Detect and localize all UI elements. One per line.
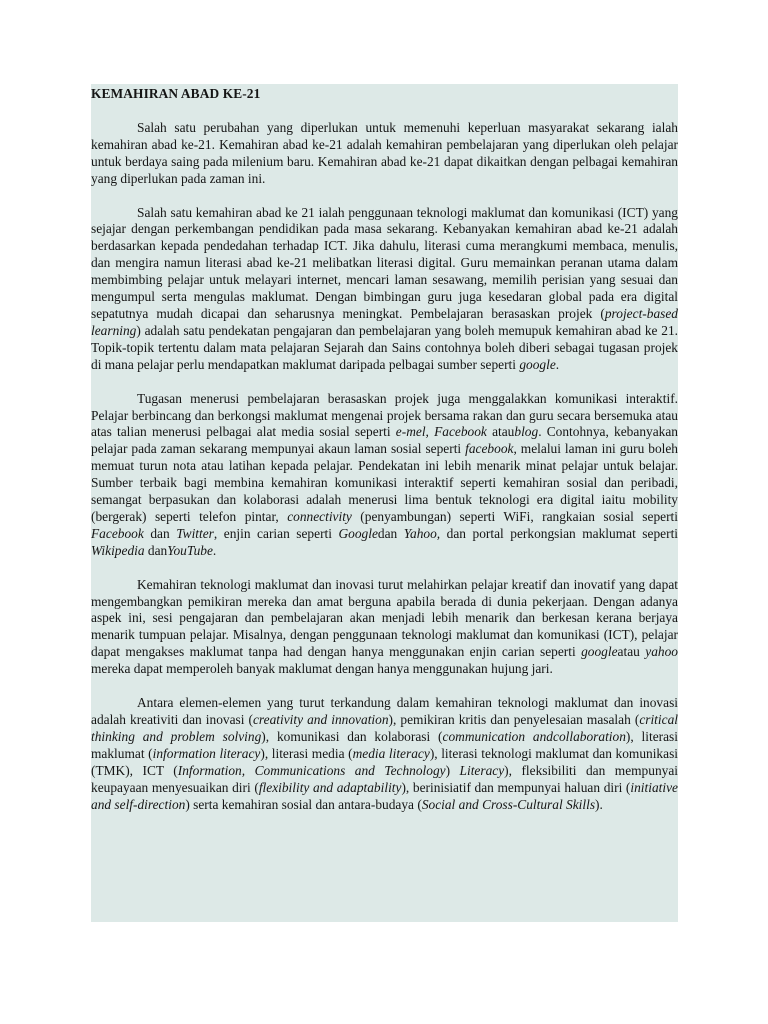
body-paragraph <box>91 695 678 813</box>
paragraph-text: ), literasi media ( <box>260 745 353 761</box>
paragraph-text: dan <box>144 542 168 558</box>
italic-term: critical thinking and problem solving <box>91 712 678 744</box>
paragraph-text: ) serta kemahiran sosial dan antara-budaya ( <box>185 796 422 812</box>
italic-term: media literacy <box>352 745 430 761</box>
paragraph-list <box>91 120 678 814</box>
paragraph-text: atau <box>617 644 646 660</box>
paragraph-text: dan portal perkongsian maklumat seperti <box>440 525 679 541</box>
paragraph-text: ), literasi maklumat ( <box>91 728 678 761</box>
italic-term: Social and Cross-Cultural Skills <box>421 796 596 812</box>
italic-term: Yahoo, <box>403 525 441 541</box>
italic-term: information literacy <box>152 745 261 761</box>
body-paragraph <box>91 391 678 560</box>
paragraph-text: , enjin carian seperti <box>213 525 339 541</box>
paragraph-text: ). <box>595 796 603 812</box>
italic-term: yahoo <box>645 644 678 660</box>
paragraph-text: , melalui laman ini guru boleh memuat turun nota atau latihan kepada pelajar. Pendekatan ini lebih menarik minat pelajar untuk belajar. Sumber terbaik bagi membina kemahiran komunikasi interaktif seperti kemahiran sosial dan peribadi, semangat berpasukan dan kolaborasi adalah menerusi lima bentuk teknologi era digital iaitu mobility (bergerak) seperti telefon pintar, <box>91 441 678 524</box>
paragraph-text: Salah satu perubahan yang diperlukan untuk memenuhi keperluan masyarakat sekarang ialah kemahiran abad ke-21. Kemahiran abad ke-21 adalah kemahiran pembelajaran yang diperlukan oleh pelajar untuk berdaya saing pada milenium baru. Kemahiran abad ke-21 dapat dikaitkan dengan pelbagai kemahiran yang diperlukan pada zaman ini. <box>91 119 678 186</box>
paragraph-text: ), literasi teknologi maklumat dan komunikasi (TMK), ICT ( <box>91 745 678 778</box>
paragraph-text: ), berinisiatif dan mempunyai haluan diri ( <box>401 779 631 795</box>
paragraph-text: Antara elemen-elemen yang turut terkandung dalam kemahiran teknologi maklumat dan inovasi adalah kreativiti dan inovasi ( <box>91 695 678 727</box>
italic-term: google <box>519 356 556 372</box>
italic-term: Literacy <box>459 762 505 778</box>
paragraph-text: ), fleksibiliti dan mempunyai keupayaan menyesuaikan diri ( <box>91 762 678 795</box>
paragraph-text: (penyambungan) seperti WiFi, rangkaian sosial seperti <box>351 508 678 524</box>
paragraph-text: Kemahiran teknologi maklumat dan inovasi turut melahirkan pelajar kreatif dan inovatif yang dapat mengembangkan pemikiran mereka dan amat berguna apabila berada di dunia pekerjaan. Dengan adanya aspek ini, sesi pengajaran dan pembelajaran akan menjadi lebih menarik dan berkesan kerana berjaya menarik tumpuan pelajar. Misalnya, dengan penggunaan teknologi maklumat dan komunikasi (ICT), pelajar dapat mengakses maklumat tanpa had dengan hanya menggunakan enjin carian seperti <box>91 576 678 660</box>
italic-term: initiative and self-direction <box>91 779 678 812</box>
italic-term: YouTube <box>167 542 213 558</box>
paragraph-text: dan <box>143 525 177 541</box>
paragraph-text: ) adalah satu pendekatan pengajaran dan pembelajaran yang boleh memupuk kemahiran abad ke 21. Topik-topik tertentu dalam mata pelajaran Sejarah dan Sains contohnya boleh diberi sebagai tugasan projek di mana pelajar perlu mendapatkan maklumat daripada pelbagai sumber seperti <box>91 322 678 372</box>
paragraph-text: ), pemikiran kritis dan penyelesaian masalah ( <box>388 712 640 727</box>
italic-term: creativity and innovation <box>252 712 389 727</box>
paragraph-text: . <box>212 542 217 558</box>
italic-term: flexibility and adaptability <box>258 779 402 795</box>
italic-term: Twitter <box>176 525 214 541</box>
italic-term: Google <box>338 525 378 541</box>
italic-term: project-based learning <box>91 305 678 338</box>
body-paragraph <box>91 205 678 374</box>
body-paragraph <box>91 120 678 188</box>
paragraph-text: Tugasan menerusi pembelajaran berasaskan projek juga menggalakkan komunikasi interaktif. Pelajar berbincang dan berkongsi maklumat mengenai projek bersama rakan dan guru secara bersemuka atau atas talian menerusi pelbagai alat media sosial seperti <box>91 390 678 440</box>
paragraph-text: . <box>555 356 560 372</box>
paragraph-text: mereka dapat memperoleh banyak maklumat dengan hanya menggunakan hujung jari. <box>91 661 553 677</box>
paragraph-text: atau <box>486 424 515 440</box>
italic-term: communication andcollaboration <box>442 728 626 744</box>
paragraph-text: Salah satu kemahiran abad ke 21 ialah penggunaan teknologi maklumat dan komunikasi (ICT) yang sejajar dengan perkembangan pendidikan pada masa sekarang. Kebanyakan kemahiran abad ke-21 adalah berdasarkan kepada pendedahan terhadap ICT. Jika dahulu, literasi cuma merangkumi membaca, menulis, dan mengira namun literasi abad ke-21 melibatkan literasi digital. Guru memainkan peranan utama dalam membimbing pelajar untuk melayari internet, mencari laman sesawang, memilih perisian yang sesuai dan mengumpul serta mengulas maklumat. Dengan bimbingan guru juga kesedaran global pada era digital sepatutnya mudah dicapai dan seharusnya meningkat. Pembelajaran berasaskan projek ( <box>91 204 678 321</box>
body-paragraph <box>91 577 678 678</box>
paragraph-text: . Contohnya, kebanyakan pelajar pada zaman sekarang mempunyai akaun laman sosial seperti <box>91 424 678 457</box>
italic-term: Information, Communications and Technology <box>177 762 446 778</box>
document-title: KEMAHIRAN ABAD KE-21 <box>91 86 261 101</box>
document-body <box>91 84 678 813</box>
italic-term: blog <box>514 424 539 440</box>
italic-term: e-mel, Facebook <box>395 424 487 440</box>
paragraph-text: ), komunikasi dan kolaborasi ( <box>261 728 443 744</box>
italic-term: google <box>581 644 618 660</box>
paragraph-text: ) <box>445 762 460 778</box>
italic-term: Facebook <box>91 525 144 541</box>
italic-term: connectivity <box>287 508 352 524</box>
paragraph-text: dan <box>377 525 404 541</box>
italic-term: Wikipedia <box>91 542 145 558</box>
document-page <box>91 84 678 922</box>
italic-term: facebook <box>465 441 514 457</box>
